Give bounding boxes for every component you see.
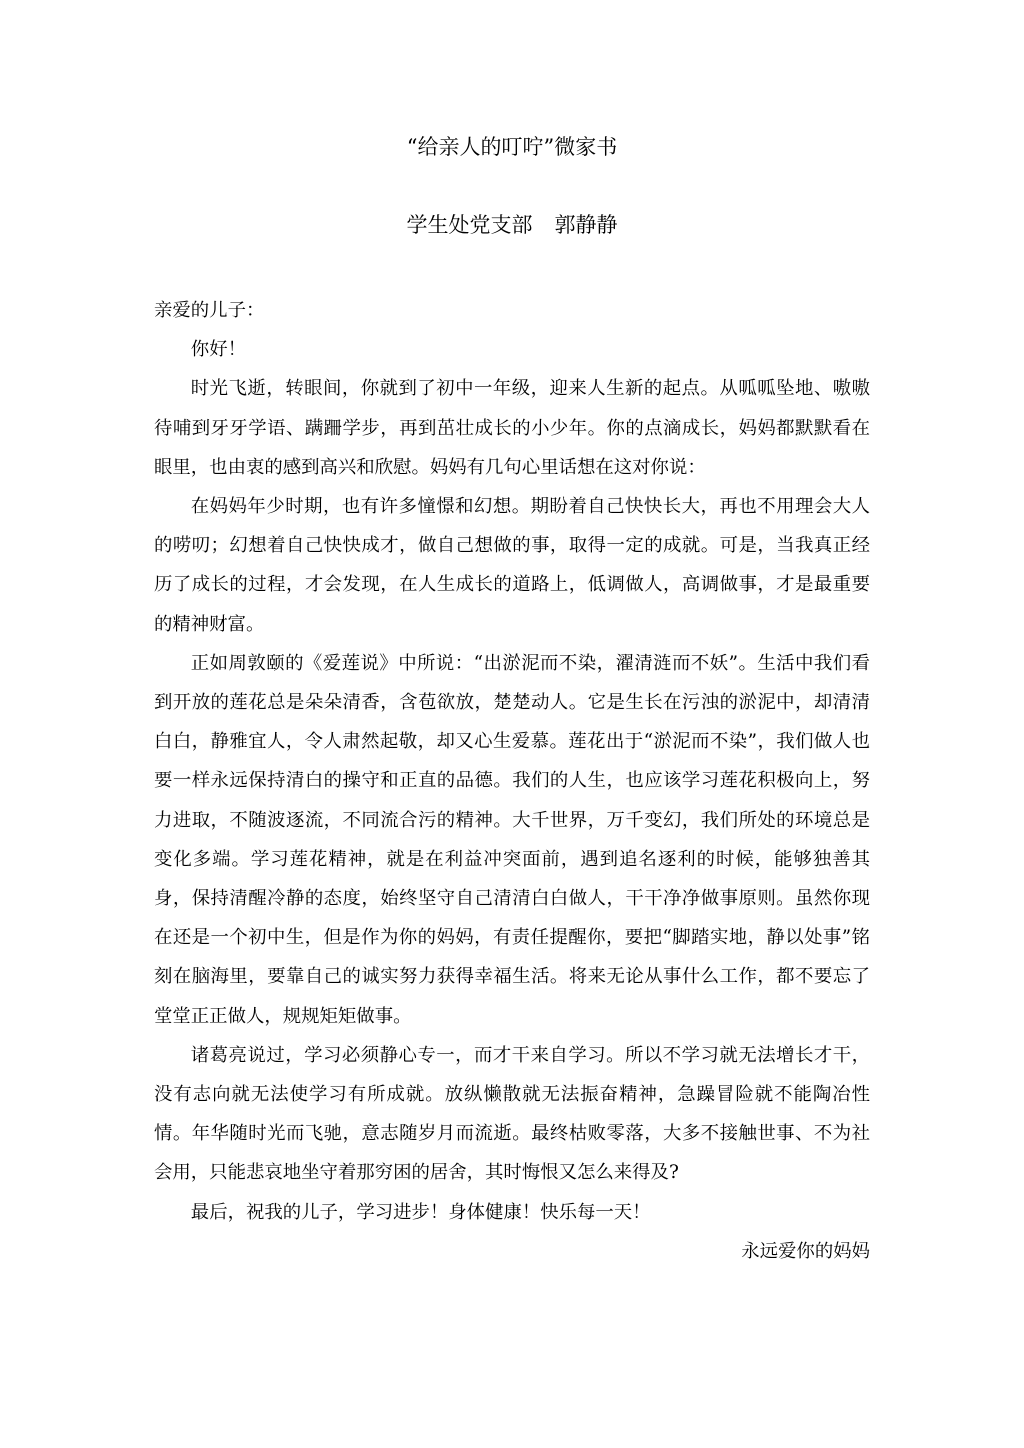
author-name: 郭静静 — [554, 213, 618, 237]
paragraph-2: 在妈妈年少时期，也有许多憧憬和幻想。期盼着自己快快长大，再也不用理会大人的唠叨；幻想着自己快快成才，做自己想做的事，取得一定的成就。可是，当我真正经历了成长的过程，才会发现，在人生成长的道路上，低调做人，高调做事，才是最重要的精神财富。 — [154, 496, 870, 635]
signature: 永远爱你的妈妈 — [741, 1240, 870, 1262]
greeting: 你好！ — [190, 339, 246, 361]
letter-body — [154, 291, 870, 1271]
author-unit: 学生处党支部 — [406, 213, 533, 237]
salutation: 亲爱的儿子： — [154, 300, 265, 321]
paragraph-1: 时光飞逝，转眼间，你就到了初中一年级，迎来人生新的起点。从呱呱坠地、嗷嗷待哺到牙牙学语、蹒跚学步，再到茁壮成长的小少年。你的点滴成长，妈妈都默默看在眼里，也由衷的感到高兴和欣慰。妈妈有几句心里话想在这对你说： — [154, 378, 870, 478]
closing-wish: 最后，祝我的儿子，学习进步！身体健康！快乐每一天！ — [190, 1201, 651, 1223]
paragraph-4: 诸葛亮说过，学习必须静心专一，而才干来自学习。所以不学习就无法增长才干，没有志向就无法使学习有所成就。放纵懒散就无法振奋精神，急躁冒险就不能陶冶性情。年华随时光而飞驰，意志随岁月而流逝。最终枯败零落，大多不接触世事、不为社会用，只能悲哀地坐守着那穷困的居舍，其时悔恨又怎么来得及? — [154, 1044, 870, 1184]
paragraph-3: 正如周敦颐的《爱莲说》中所说：“出淤泥而不染，濯清涟而不妖”。生活中我们看到开放的莲花总是朵朵清香，含苞欲放，楚楚动人。它是生长在污浊的淤泥中，却清清白白，静雅宜人，令人肃然起敬，却又心生爱慕。莲花出于“淤泥而不染”，我们做人也要一样永远保持清白的操守和正直的品德。我们的人生，也应该学习莲花积极向上，努力进取，不随波逐流，不同流合污的精神。大千世界，万千变幻，我们所处的环境总是变化多端。学习莲花精神，就是在利益冲突面前，遇到追名逐利的时候，能够独善其身，保持清醒冷静的态度，始终坚守自己清清白白做人，干干净净做事原则。虽然你现在还是一个初中生，但是作为你的妈妈，有责任提醒你，要把“脚踏实地，静以处事”铭刻在脑海里，要靠自己的诚实努力获得幸福生活。将来无论从事什么工作，都不要忘了堂堂正正做人，规规矩矩做事。 — [154, 652, 870, 1027]
document-title: “给亲人的叮咛”微家书 — [406, 135, 618, 159]
author-line — [0, 210, 1024, 240]
